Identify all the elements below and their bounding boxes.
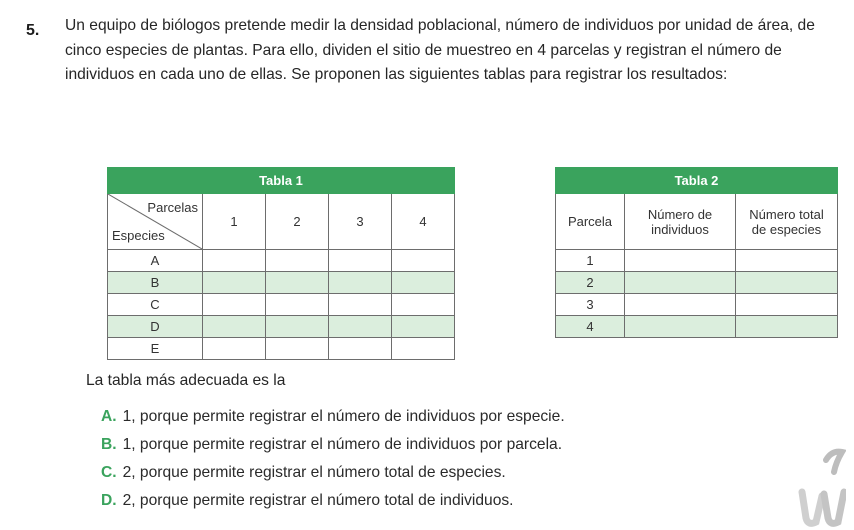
row-label: 1 bbox=[556, 250, 625, 272]
question-number: 5. bbox=[26, 22, 40, 39]
table-1-col-header: 1 bbox=[203, 194, 266, 250]
data-cell[interactable] bbox=[736, 294, 838, 316]
option-text: 1, porque permite registrar el número de individuos por parcela. bbox=[122, 436, 563, 453]
data-cell[interactable] bbox=[392, 272, 455, 294]
data-cell[interactable] bbox=[392, 338, 455, 360]
row-label: 3 bbox=[556, 294, 625, 316]
corner-label-especies: Especies bbox=[112, 228, 165, 243]
option-letter: B. bbox=[101, 436, 117, 453]
data-cell[interactable] bbox=[329, 272, 392, 294]
option-b[interactable] bbox=[101, 436, 562, 454]
data-cell[interactable] bbox=[392, 250, 455, 272]
row-label: A bbox=[108, 250, 203, 272]
data-cell[interactable] bbox=[329, 316, 392, 338]
option-d[interactable] bbox=[101, 492, 514, 510]
data-cell[interactable] bbox=[266, 294, 329, 316]
table-1-col-header: 2 bbox=[266, 194, 329, 250]
data-cell[interactable] bbox=[203, 316, 266, 338]
watermark-logo-icon bbox=[796, 448, 846, 530]
data-cell[interactable] bbox=[736, 250, 838, 272]
row-label: 4 bbox=[556, 316, 625, 338]
data-cell[interactable] bbox=[203, 294, 266, 316]
table-2-col-header: Número de individuos bbox=[625, 194, 736, 250]
table-1-col-header: 3 bbox=[329, 194, 392, 250]
table-row bbox=[108, 272, 455, 294]
data-cell[interactable] bbox=[203, 338, 266, 360]
data-cell[interactable] bbox=[266, 272, 329, 294]
data-cell[interactable] bbox=[625, 250, 736, 272]
table-row bbox=[556, 316, 838, 338]
table-row bbox=[108, 250, 455, 272]
table-1-col-header: 4 bbox=[392, 194, 455, 250]
data-cell[interactable] bbox=[203, 250, 266, 272]
question-prompt: La tabla más adecuada es la bbox=[86, 372, 286, 389]
table-1 bbox=[107, 167, 455, 360]
row-label: 2 bbox=[556, 272, 625, 294]
data-cell[interactable] bbox=[392, 316, 455, 338]
data-cell[interactable] bbox=[266, 338, 329, 360]
data-cell[interactable] bbox=[625, 272, 736, 294]
option-letter: D. bbox=[101, 492, 117, 509]
data-cell[interactable] bbox=[329, 250, 392, 272]
option-letter: C. bbox=[101, 464, 117, 481]
row-label: D bbox=[108, 316, 203, 338]
table-2-col-header: Parcela bbox=[556, 194, 625, 250]
row-label: C bbox=[108, 294, 203, 316]
table-1-corner-cell bbox=[108, 194, 203, 250]
option-text: 2, porque permite registrar el número total de especies. bbox=[122, 464, 506, 481]
data-cell[interactable] bbox=[266, 250, 329, 272]
table-row bbox=[556, 250, 838, 272]
data-cell[interactable] bbox=[625, 294, 736, 316]
table-row bbox=[556, 272, 838, 294]
option-letter: A. bbox=[101, 408, 117, 425]
row-label: B bbox=[108, 272, 203, 294]
table-row bbox=[108, 316, 455, 338]
table-2 bbox=[555, 167, 838, 338]
table-1-title: Tabla 1 bbox=[108, 168, 455, 194]
option-a[interactable] bbox=[101, 408, 565, 426]
row-label: E bbox=[108, 338, 203, 360]
question-stem: Un equipo de biólogos pretende medir la densidad poblacional, número de individuos por unidad de área, de cinco especies de plantas. Para ello, dividen el sitio de muestreo en 4 parcelas y registran el número de individuos en cada uno de ellas. Se proponen las siguientes tablas para registrar los resultados: bbox=[65, 17, 815, 83]
table-row bbox=[556, 294, 838, 316]
data-cell[interactable] bbox=[203, 272, 266, 294]
data-cell[interactable] bbox=[736, 316, 838, 338]
table-row bbox=[108, 294, 455, 316]
corner-label-parcelas: Parcelas bbox=[147, 200, 198, 215]
table-2-title: Tabla 2 bbox=[556, 168, 838, 194]
data-cell[interactable] bbox=[625, 316, 736, 338]
option-text: 2, porque permite registrar el número total de individuos. bbox=[122, 492, 514, 509]
table-row bbox=[108, 338, 455, 360]
data-cell[interactable] bbox=[266, 316, 329, 338]
data-cell[interactable] bbox=[329, 294, 392, 316]
data-cell[interactable] bbox=[392, 294, 455, 316]
option-text: 1, porque permite registrar el número de individuos por especie. bbox=[122, 408, 565, 425]
data-cell[interactable] bbox=[736, 272, 838, 294]
data-cell[interactable] bbox=[329, 338, 392, 360]
table-2-col-header: Número total de especies bbox=[736, 194, 838, 250]
option-c[interactable] bbox=[101, 464, 506, 482]
